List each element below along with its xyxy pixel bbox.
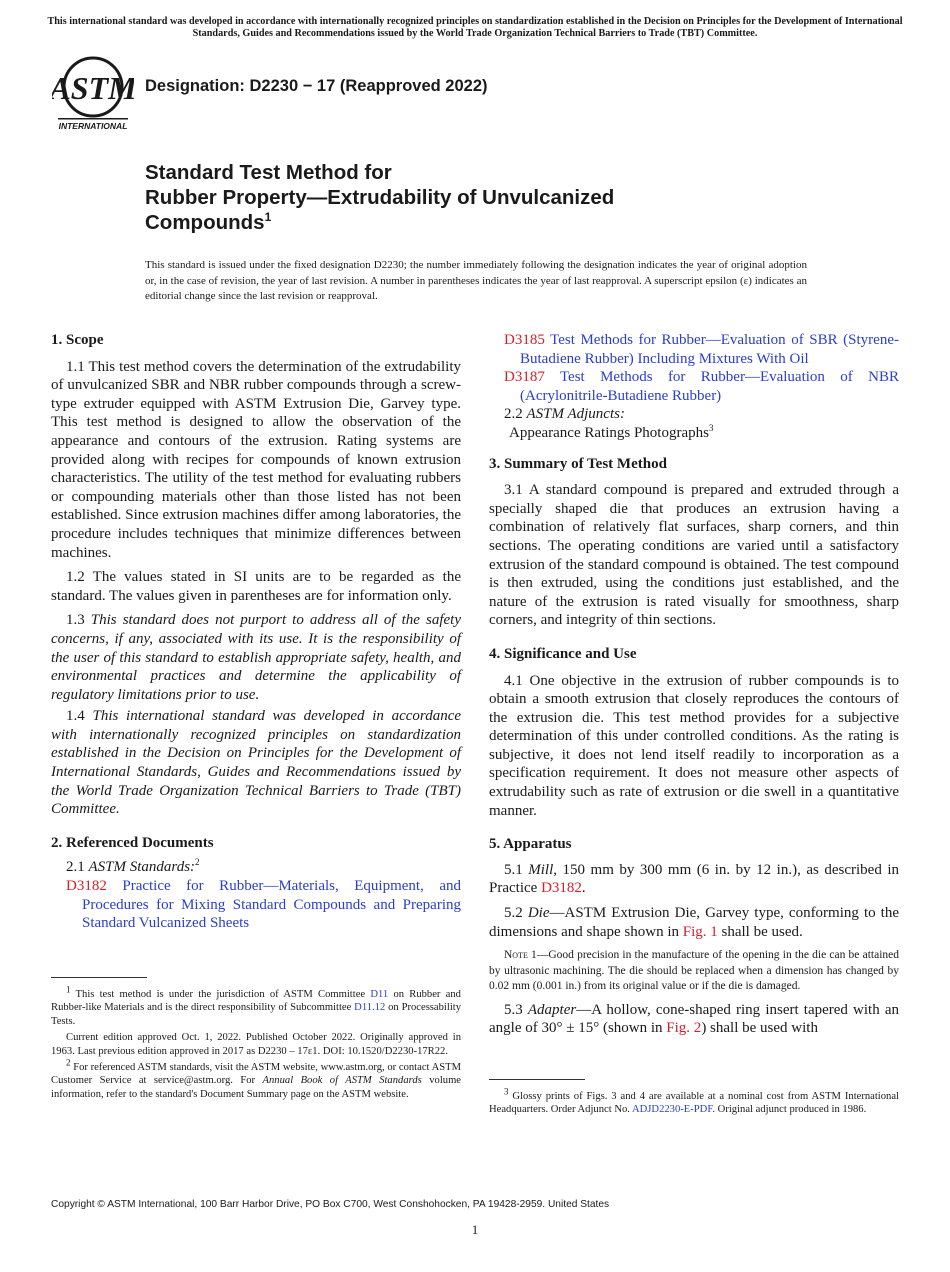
para-1-1: 1.1 This test method covers the determination of the extrudability of unvulcanized SBR and NBR rubber compounds through a screw-type extruder equipped with ASTM Extrusion Die, Garvey type. This test method is designed to allow the observation of the appearance and contours of the extrusion. Rating systems are provided along with recipes for compounds of known extrusion characteristics. The utility of the test method for evaluating rubbers or compounding materials other than those listed has not been established. Since extrusion machines differ among laboratories, the procedure includes techniques that minimize differences between machines.: [51, 358, 461, 561]
para-4-1: 4.1 One objective in the extrusion of rubber compounds is to obtain a smooth extrusion that closely reproduces the contours of the extrusion die. This test method provides for a subjective determination of this under controlled conditions. As the rating is subjective, it does not lend itself readily to incorporation as a specification requirement. It does not measure other aspects of extrudability such as rate of extrusion or die swell in a quantitative manner.: [489, 672, 899, 819]
footnote-d11-link[interactable]: D11: [370, 989, 389, 1000]
adjunct-link[interactable]: ADJD2230-E-PDF: [632, 1104, 713, 1116]
footnote-1-edition: Current edition approved Oct. 1, 2022. Published October 2022. Originally approved in 1963. Last previous edition approved in 2017 as D2230 – 17ε1. DOI: 10.1520/D2230-17R22.: [51, 1032, 461, 1057]
para-2-2: 2.2 ASTM Adjuncts:: [504, 406, 625, 423]
para-1-2: 1.2 The values stated in SI units are to be regarded as the standard. The values given in parentheses are for information only.: [51, 569, 461, 604]
issuance-statement: This standard is issued under the fixed designation D2230; the number immediately following the designation indicates the year of original adoption or, in the case of revision, the year of last revision. A number in parentheses indicates the year of last reapproval. A superscript epsilon (ε) indicates an editorial change since the last revision or reapproval.: [145, 259, 807, 302]
ref-d3182: [51, 877, 461, 933]
fig-2-link[interactable]: Fig. 2: [666, 1020, 702, 1037]
title-line-2: Rubber Property—Extrudability of Unvulcanized: [145, 186, 615, 209]
section-4-heading: 4. Significance and Use: [489, 645, 637, 662]
title-line-1: Standard Test Method for: [145, 161, 392, 184]
tbt-banner: This international standard was developed in accordance with internationally recognized principles on standardization established in the Decision on Principles for the Development of International Standards, Guides and Recommendations issued by the World Trade Organization Technical Barriers to Trade (TBT) Committee.: [47, 16, 903, 39]
svg-text:ASTM: ASTM: [52, 70, 134, 106]
ref-d3187-title-link[interactable]: Test Methods for Rubber—Evaluation of NBR (Acrylonitrile-Butadiene Rubber): [520, 369, 899, 404]
para-5-3: 5.3 Adapter—A hollow, cone-shaped ring insert tapered with an angle of 30° ± 15° (shown in Fig. 2) shall be used with: [489, 1001, 899, 1037]
section-3-heading: 3. Summary of Test Method: [489, 455, 667, 472]
page-number: 1: [471, 1222, 479, 1237]
d3182-inline-link[interactable]: D3182: [541, 880, 582, 897]
copyright-notice: Copyright © ASTM International, 100 Barr Harbor Drive, PO Box C700, West Conshohocken, PA 19428-2959. United States: [51, 1199, 610, 1210]
ref-d3185-code-link[interactable]: D3185: [504, 332, 545, 348]
footnote-divider-right: [489, 1079, 585, 1080]
designation: Designation: D2230 − 17 (Reapproved 2022): [145, 77, 488, 95]
ref-d3187-code-link[interactable]: D3187: [504, 369, 545, 386]
logo-text: INTERNATIONAL: [58, 121, 128, 131]
footnote-3: $^3$ Glossy prints of Figs. 3 and 4 are available at a nominal cost from ASTM International Headquarters. Order Adjunct No. ADJD2230-E-PDF. Original adjunct produced in 1986.: [489, 1086, 899, 1116]
ref-d3182-title-link[interactable]: Practice for Rubber—Materials, Equipment, and Procedures for Mixing Standard Compounds and Preparing Standard Vulcanized Sheets: [82, 878, 461, 932]
para-2-1: 2.1 ASTM Standards:$^2$: [66, 857, 200, 876]
para-3-1: 3.1 A standard compound is prepared and extruded through a specially shaped die that produces an extrusion having a combination of relatively flat surfaces, sharp corners, and thin sections. The operating conditions are varied until a satisfactory extrusion of the standard compound is obtained. The test compound is then extruded, using the conditions just established, and the nature of the extrusion is rated visually for smoothness, sharp corners, and integrity of thin sections.: [489, 482, 899, 629]
title-line-3: Compounds: [145, 211, 265, 234]
title-footnote-mark: 1: [264, 210, 272, 225]
footnotes-left: [51, 984, 462, 1101]
left-column: [51, 331, 461, 933]
section-2-heading: 2. Referenced Documents: [51, 834, 214, 851]
section-5-heading: 5. Apparatus: [489, 836, 572, 853]
document-title: [145, 160, 614, 235]
footnote-2: $^2$ For referenced ASTM standards, visit the ASTM website, www.astm.org, or contact ASTM Customer Service at service@astm.org. For Annual Book of ASTM Standards volume information, refer to the standard's Document Summary page on the ASTM website.: [51, 1057, 462, 1100]
footnote-d11-12-link[interactable]: D11.12: [354, 1002, 386, 1014]
para-1-3: 1.3 This standard does not purport to address all of the safety concerns, if any, associated with its use. It is the responsibility of the user of this standard to establish appropriate safety, health, and environmental practices and determine the applicability of regulatory limitations prior to use.: [51, 612, 461, 703]
para-1-4: 1.4 This international standard was developed in accordance with internationally recognized principles on standardization established in the Decision on Principles for the Development of International Standards, Guides and Recommendations issued by the World Trade Organization Technical Barriers to Trade (TBT) Committee.: [51, 708, 462, 818]
astm-logo: [52, 56, 134, 132]
ref-d3185-title-link[interactable]: Test Methods for Rubber—Evaluation of SBR (Styrene-Butadiene Rubber) Including Mixtures With Oil: [520, 332, 899, 367]
note-1: Note 1—Good precision in the manufacture of the opening in the die can be attained by ultrasonic machining. The die should be replaced when a dimension has changed by 0.02 mm (0.001 in.) from its original value or if the die is damaged.: [489, 949, 899, 993]
para-5-2: 5.2 Die—ASTM Extrusion Die, Garvey type, conforming to the dimensions and shape shown in Fig. 1 shall be used.: [489, 905, 900, 940]
adjunct-item: Appearance Ratings Photographs$^3$: [509, 422, 714, 441]
right-column: [489, 331, 899, 1038]
footnotes-right: [489, 1086, 899, 1117]
section-1-heading: 1. Scope: [51, 332, 104, 348]
footnote-1: $^1$ This test method is under the jurisdiction of ASTM Committee D11 on Rubber and Rubber-like Materials and is the direct responsibility of Subcommittee D11.12 on Processability Tests.: [51, 984, 462, 1027]
ref-d3182-code-link[interactable]: D3182: [66, 878, 107, 895]
fig-1-link[interactable]: Fig. 1: [682, 923, 718, 940]
footnote-divider-left: [51, 977, 147, 978]
ref-d3185: [489, 331, 899, 368]
ref-d3187: [489, 368, 899, 405]
para-5-1: 5.1 Mill, 150 mm by 300 mm (6 in. by 12 in.), as described in Practice D3182.: [489, 861, 900, 897]
